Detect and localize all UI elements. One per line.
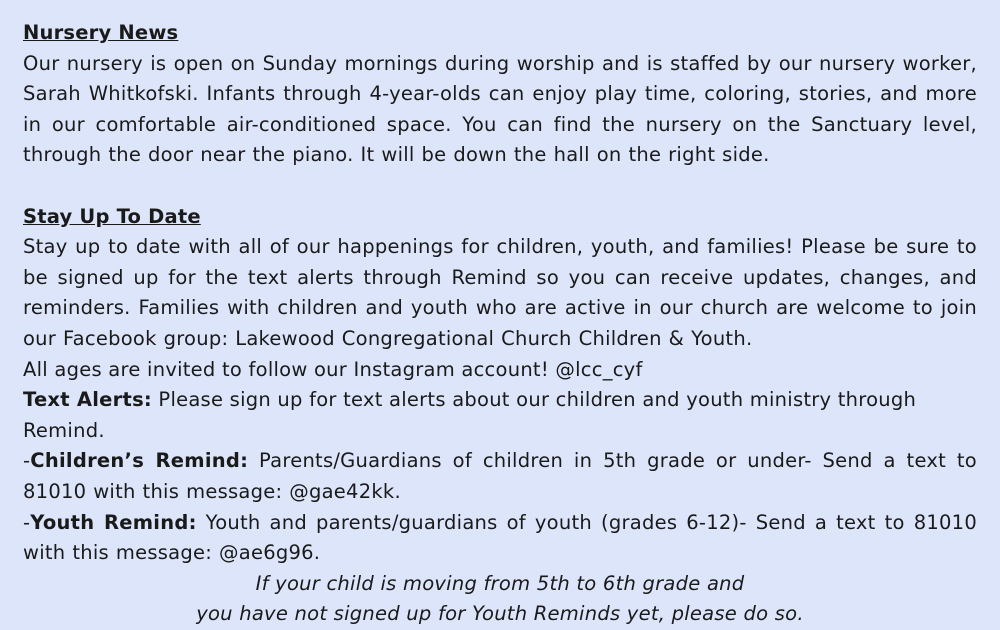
- nursery-news-body: Our nursery is open on Sunday mornings during worship and is staffed by our nursery worker, Sarah Whitkofski. Infants through 4-year-olds can enjoy play time, coloring, stories, and more in our comfortable air-conditioned space. You can find the nursery on the Sanctuary level, through the door near the piano. It will be down the hall on the right side.: [23, 51, 977, 167]
- youth-remind-body: Youth and parents/guardians of youth (grades 6-12)- Send a text to 81010 with this message: @ae6g96.: [23, 510, 977, 565]
- childrens-remind-label: Children’s Remind:: [30, 449, 249, 473]
- youth-remind-label: Youth Remind:: [30, 510, 197, 534]
- grade-transition-note-line-1: If your child is moving from 5th to 6th grade and: [255, 571, 745, 595]
- youth-remind-prefix: -: [23, 510, 31, 534]
- childrens-remind-prefix: -: [23, 449, 31, 473]
- text-alerts-label: Text Alerts:: [23, 388, 152, 412]
- text-alerts-body: Please sign up for text alerts about our children and youth ministry through Remind.: [23, 388, 917, 442]
- nursery-news-section: [23, 18, 977, 171]
- nursery-news-heading: Nursery News: [23, 21, 179, 44]
- childrens-remind-paragraph: [23, 446, 977, 507]
- text-alerts-line: [23, 385, 977, 446]
- instagram-line: All ages are invited to follow our Instagram account! @lcc_cyf: [23, 357, 643, 381]
- stay-up-to-date-heading: Stay Up To Date: [23, 204, 201, 228]
- youth-remind-paragraph: [23, 508, 977, 569]
- stay-up-to-date-section: [23, 202, 977, 630]
- stay-up-to-date-body: Stay up to date with all of our happenings for children, youth, and families! Please be sure to be signed up for the text alerts through Remind so you can receive updates, changes, and reminders. Families with children and youth who are active in our church are welcome to join our Facebook group: Lakewood Congregational Church Children & Youth.: [23, 235, 977, 350]
- section-spacer: [23, 171, 977, 202]
- childrens-remind-body: Parents/Guardians of children in 5th grade or under- Send a text to 81010 with this message: @gae42kk.: [23, 449, 977, 503]
- grade-transition-note-line-2: you have not signed up for Youth Reminds yet, please do so.: [196, 602, 804, 626]
